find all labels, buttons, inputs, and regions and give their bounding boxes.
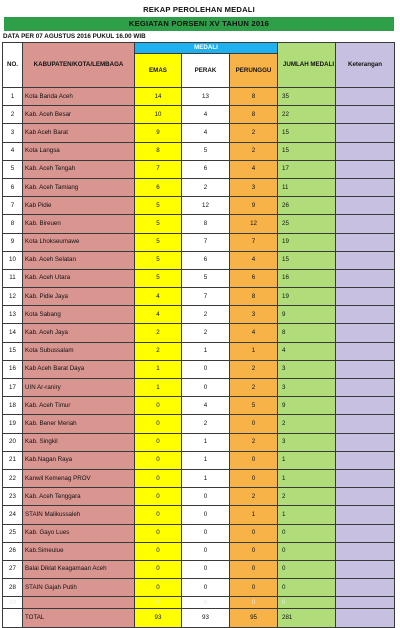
table-row	[3, 197, 395, 215]
cell-no: 20	[3, 433, 23, 451]
cell-perunggu: 2	[230, 433, 278, 451]
cell-jumlah: 1	[278, 469, 336, 487]
cell-keterangan	[336, 415, 395, 433]
cell-no: 5	[3, 160, 23, 178]
cell-perunggu: 2	[230, 124, 278, 142]
cell-jumlah: 19	[278, 233, 336, 251]
cell-perak: 0	[182, 560, 230, 578]
cell-jumlah: 2	[278, 415, 336, 433]
cell-jumlah: 8	[278, 324, 336, 342]
table-row	[3, 306, 395, 324]
cell-name: STAIN Gajah Putih	[23, 579, 135, 597]
cell-perunggu: 4	[230, 160, 278, 178]
cell-no	[3, 609, 23, 628]
table-row	[3, 160, 395, 178]
cell-jumlah: 0	[278, 597, 336, 609]
cell-perak: 1	[182, 342, 230, 360]
cell-name: Kab. Aceh Utara	[23, 269, 135, 287]
cell-keterangan	[336, 542, 395, 560]
cell-jumlah: 15	[278, 142, 336, 160]
cell-no: 26	[3, 542, 23, 560]
cell-name: STAIN Malikussaleh	[23, 506, 135, 524]
cell-perak: 0	[182, 542, 230, 560]
cell-jumlah: 11	[278, 178, 336, 196]
cell-emas: 0	[135, 560, 182, 578]
table-row	[3, 251, 395, 269]
table-row	[3, 88, 395, 106]
cell-keterangan	[336, 197, 395, 215]
cell-perunggu: 3	[230, 306, 278, 324]
cell-keterangan	[336, 597, 395, 609]
cell-emas: 9	[135, 124, 182, 142]
cell-jumlah: 15	[278, 124, 336, 142]
cell-no: 14	[3, 324, 23, 342]
table-row	[3, 506, 395, 524]
table-row-faint	[3, 597, 395, 609]
cell-perak: 4	[182, 106, 230, 124]
cell-keterangan	[336, 433, 395, 451]
cell-keterangan	[336, 324, 395, 342]
cell-jumlah: 22	[278, 106, 336, 124]
header-perak: PERAK	[182, 54, 230, 88]
cell-keterangan	[336, 124, 395, 142]
cell-no: 28	[3, 579, 23, 597]
table-row	[3, 106, 395, 124]
cell-name: Kab. Aceh Tenggara	[23, 488, 135, 506]
table-row	[3, 215, 395, 233]
table-row	[3, 178, 395, 196]
header-perunggu: PERUNGGU	[230, 54, 278, 88]
cell-perak: 1	[182, 469, 230, 487]
cell-perak: 2	[182, 324, 230, 342]
cell-name: Kota Langsa	[23, 142, 135, 160]
cell-perunggu: 4	[230, 324, 278, 342]
cell-perak: 7	[182, 233, 230, 251]
table-row	[3, 433, 395, 451]
cell-emas: 0	[135, 524, 182, 542]
table-row	[3, 142, 395, 160]
cell-no: 24	[3, 506, 23, 524]
cell-no: 23	[3, 488, 23, 506]
table-row	[3, 360, 395, 378]
header-keterangan: Keterangan	[336, 43, 395, 88]
cell-jumlah: 0	[278, 524, 336, 542]
cell-keterangan	[336, 88, 395, 106]
cell-jumlah: 1	[278, 506, 336, 524]
cell-perunggu: 3	[230, 178, 278, 196]
header-name: KABUPATEN/KOTA/LEMBAGA	[23, 43, 135, 88]
header-no: NO.	[3, 43, 23, 88]
cell-perunggu: 7	[230, 233, 278, 251]
cell-perunggu: 0	[230, 560, 278, 578]
cell-name: Kota Subussalam	[23, 342, 135, 360]
header-jumlah: JUMLAH MEDALI	[278, 43, 336, 88]
cell-emas: 0	[135, 415, 182, 433]
cell-emas: 2	[135, 324, 182, 342]
cell-name: Kab. Bener Meriah	[23, 415, 135, 433]
cell-jumlah: 0	[278, 542, 336, 560]
cell-perunggu: 9	[230, 197, 278, 215]
cell-name: Kab. Aceh Besar	[23, 106, 135, 124]
cell-no: 4	[3, 142, 23, 160]
cell-no: 16	[3, 360, 23, 378]
cell-perak: 0	[182, 524, 230, 542]
cell-jumlah: 26	[278, 197, 336, 215]
cell-emas: 7	[135, 160, 182, 178]
cell-no: 11	[3, 269, 23, 287]
cell-emas: 0	[135, 488, 182, 506]
cell-perunggu: 0	[230, 451, 278, 469]
cell-no: 17	[3, 379, 23, 397]
cell-no: 27	[3, 560, 23, 578]
table-row	[3, 542, 395, 560]
cell-name: Kab.Nagan Raya	[23, 451, 135, 469]
table-row	[3, 233, 395, 251]
cell-perak: 12	[182, 197, 230, 215]
cell-perak: 0	[182, 379, 230, 397]
cell-perak: 6	[182, 251, 230, 269]
cell-emas: 5	[135, 269, 182, 287]
cell-perunggu: 6	[230, 269, 278, 287]
cell-no: 12	[3, 288, 23, 306]
cell-perak: 1	[182, 433, 230, 451]
cell-no: 8	[3, 215, 23, 233]
cell-keterangan	[336, 451, 395, 469]
cell-no: 19	[3, 415, 23, 433]
cell-emas: 0	[135, 506, 182, 524]
cell-emas: 1	[135, 360, 182, 378]
table-row	[3, 415, 395, 433]
cell-no: 1	[3, 88, 23, 106]
cell-emas: 0	[135, 579, 182, 597]
table-row	[3, 469, 395, 487]
cell-name: Kota Sabang	[23, 306, 135, 324]
cell-emas: 5	[135, 215, 182, 233]
cell-name: Kab. Bireuen	[23, 215, 135, 233]
cell-jumlah: 25	[278, 215, 336, 233]
cell-perunggu: 2	[230, 142, 278, 160]
cell-perunggu: 8	[230, 106, 278, 124]
total-label: TOTAL	[23, 609, 135, 628]
cell-emas: 4	[135, 288, 182, 306]
table-row	[3, 342, 395, 360]
header-medali: MEDALI	[135, 43, 278, 54]
cell-perak: 2	[182, 306, 230, 324]
cell-no: 18	[3, 397, 23, 415]
cell-emas: 4	[135, 306, 182, 324]
cell-perak: 2	[182, 415, 230, 433]
cell-keterangan	[336, 609, 395, 628]
cell-perak: 7	[182, 288, 230, 306]
cell-perak: 1	[182, 451, 230, 469]
cell-name	[23, 597, 135, 609]
table-row	[3, 379, 395, 397]
total-perak: 93	[182, 609, 230, 628]
cell-keterangan	[336, 579, 395, 597]
date-line: DATA PER 07 AGUSTUS 2016 PUKUL 16.00 WIB	[3, 33, 146, 40]
table-row	[3, 288, 395, 306]
cell-perunggu: 0	[230, 542, 278, 560]
table-row	[3, 579, 395, 597]
cell-perunggu: 1	[230, 342, 278, 360]
cell-name: UIN Ar-raniry	[23, 379, 135, 397]
cell-jumlah: 16	[278, 269, 336, 287]
cell-emas: 14	[135, 88, 182, 106]
cell-emas: 0	[135, 451, 182, 469]
cell-no: 7	[3, 197, 23, 215]
cell-perunggu: 4	[230, 251, 278, 269]
table-header	[3, 43, 395, 88]
cell-perak: 0	[182, 360, 230, 378]
cell-keterangan	[336, 251, 395, 269]
cell-emas: 5	[135, 251, 182, 269]
cell-keterangan	[336, 269, 395, 287]
cell-no: 25	[3, 524, 23, 542]
cell-perak: 0	[182, 506, 230, 524]
cell-jumlah: 3	[278, 433, 336, 451]
cell-perak: 2	[182, 178, 230, 196]
cell-emas: 2	[135, 342, 182, 360]
cell-keterangan	[336, 178, 395, 196]
medal-table	[2, 42, 395, 628]
cell-name: Kab. Aceh Jaya	[23, 324, 135, 342]
cell-keterangan	[336, 469, 395, 487]
cell-name: Kab. Singkil	[23, 433, 135, 451]
cell-perunggu: 8	[230, 288, 278, 306]
table-body	[3, 88, 395, 628]
table-row	[3, 124, 395, 142]
event-subtitle-band: KEGIATAN PORSENI XV TAHUN 2016	[4, 17, 394, 31]
cell-jumlah: 15	[278, 251, 336, 269]
cell-perunggu: 1	[230, 506, 278, 524]
cell-perak: 0	[182, 597, 230, 609]
cell-jumlah: 35	[278, 88, 336, 106]
cell-emas: 0	[135, 397, 182, 415]
cell-name: Kab. Aceh Selatan	[23, 251, 135, 269]
cell-emas: 10	[135, 106, 182, 124]
cell-perak: 8	[182, 215, 230, 233]
cell-perak: 13	[182, 88, 230, 106]
cell-name: Kab Pidie	[23, 197, 135, 215]
cell-name: Kota Banda Aceh	[23, 88, 135, 106]
cell-emas: 0	[135, 469, 182, 487]
table-row	[3, 397, 395, 415]
cell-jumlah: 0	[278, 560, 336, 578]
cell-no: 6	[3, 178, 23, 196]
total-jumlah: 281	[278, 609, 336, 628]
cell-keterangan	[336, 360, 395, 378]
cell-jumlah: 1	[278, 451, 336, 469]
table-row	[3, 488, 395, 506]
cell-emas: 5	[135, 197, 182, 215]
cell-keterangan	[336, 215, 395, 233]
cell-perunggu: 0	[230, 469, 278, 487]
cell-perunggu: 12	[230, 215, 278, 233]
cell-perak: 4	[182, 124, 230, 142]
cell-keterangan	[336, 342, 395, 360]
cell-jumlah: 9	[278, 306, 336, 324]
cell-perunggu: 0	[230, 415, 278, 433]
cell-jumlah: 19	[278, 288, 336, 306]
total-perunggu: 95	[230, 609, 278, 628]
cell-no: 13	[3, 306, 23, 324]
cell-perak: 6	[182, 160, 230, 178]
cell-keterangan	[336, 233, 395, 251]
cell-keterangan	[336, 106, 395, 124]
cell-name: Kab. Gayo Lues	[23, 524, 135, 542]
cell-keterangan	[336, 306, 395, 324]
cell-name: Kab Aceh Barat	[23, 124, 135, 142]
table-row	[3, 451, 395, 469]
total-emas: 93	[135, 609, 182, 628]
cell-perak: 5	[182, 269, 230, 287]
cell-name: Kab Aceh Barat Daya	[23, 360, 135, 378]
cell-name: Kab. Aceh Tengah	[23, 160, 135, 178]
table-row	[3, 269, 395, 287]
cell-keterangan	[336, 506, 395, 524]
cell-emas: 0	[135, 433, 182, 451]
cell-emas: 0	[135, 542, 182, 560]
cell-emas: 6	[135, 178, 182, 196]
cell-name: Kab. Pidie Jaya	[23, 288, 135, 306]
cell-perunggu: 0	[230, 597, 278, 609]
cell-perunggu: 5	[230, 397, 278, 415]
cell-no: 29	[3, 597, 23, 609]
table-row	[3, 524, 395, 542]
cell-perak: 0	[182, 488, 230, 506]
cell-perak: 4	[182, 397, 230, 415]
cell-no: 2	[3, 106, 23, 124]
cell-jumlah: 3	[278, 379, 336, 397]
cell-perunggu: 2	[230, 360, 278, 378]
cell-no: 9	[3, 233, 23, 251]
cell-perunggu: 0	[230, 524, 278, 542]
cell-emas: 0	[135, 597, 182, 609]
cell-no: 10	[3, 251, 23, 269]
cell-name: Kab. Aceh Tamiang	[23, 178, 135, 196]
cell-keterangan	[336, 488, 395, 506]
cell-keterangan	[336, 560, 395, 578]
table-row	[3, 324, 395, 342]
header-emas: EMAS	[135, 54, 182, 88]
cell-perak: 5	[182, 142, 230, 160]
cell-keterangan	[336, 160, 395, 178]
page-title: REKAP PEROLEHAN MEDALI	[143, 5, 255, 14]
cell-keterangan	[336, 288, 395, 306]
cell-name: Kota Lhokseumawe	[23, 233, 135, 251]
cell-perak: 0	[182, 579, 230, 597]
total-row	[3, 609, 395, 628]
cell-emas: 8	[135, 142, 182, 160]
cell-jumlah: 2	[278, 488, 336, 506]
cell-name: Kab. Aceh Timur	[23, 397, 135, 415]
cell-keterangan	[336, 524, 395, 542]
cell-no: 21	[3, 451, 23, 469]
cell-no: 3	[3, 124, 23, 142]
cell-jumlah: 17	[278, 160, 336, 178]
cell-keterangan	[336, 379, 395, 397]
cell-jumlah: 0	[278, 579, 336, 597]
cell-perunggu: 2	[230, 488, 278, 506]
cell-no: 22	[3, 469, 23, 487]
cell-keterangan	[336, 397, 395, 415]
cell-perunggu: 0	[230, 579, 278, 597]
cell-perunggu: 8	[230, 88, 278, 106]
cell-jumlah: 9	[278, 397, 336, 415]
table-row	[3, 560, 395, 578]
cell-jumlah: 4	[278, 342, 336, 360]
cell-name: Kanwil Kemenag PROV	[23, 469, 135, 487]
cell-no: 15	[3, 342, 23, 360]
cell-name: Balai Diklat Keagamaan Aceh	[23, 560, 135, 578]
cell-emas: 5	[135, 233, 182, 251]
cell-name: Kab.Simeulue	[23, 542, 135, 560]
cell-perunggu: 2	[230, 379, 278, 397]
cell-jumlah: 3	[278, 360, 336, 378]
cell-emas: 1	[135, 379, 182, 397]
cell-keterangan	[336, 142, 395, 160]
